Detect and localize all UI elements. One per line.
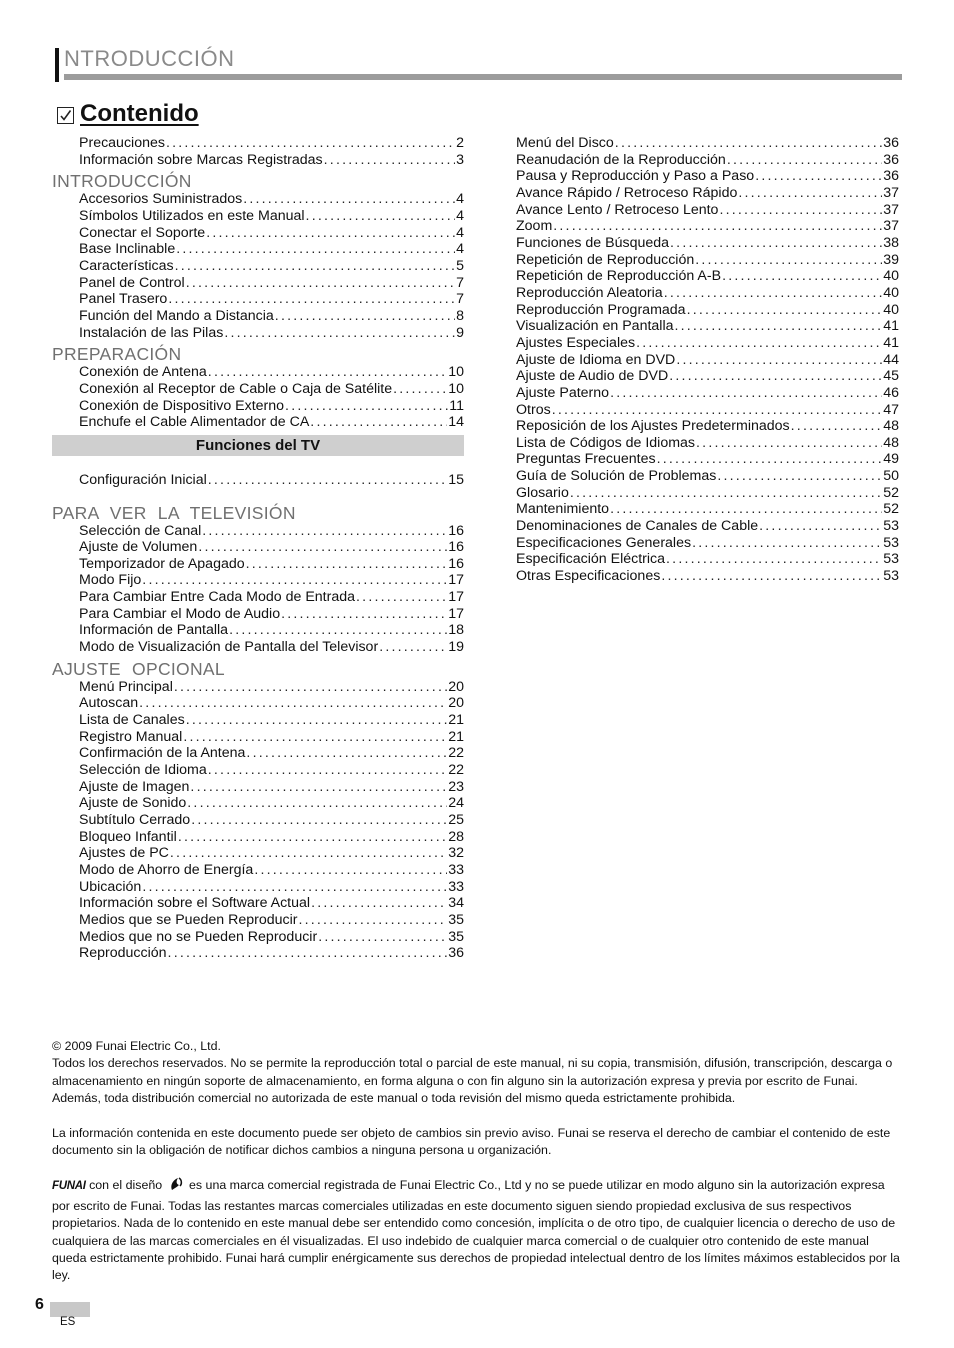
toc-entry-label: Ajustes de PC [79,845,169,862]
dot-leader [755,168,882,185]
trademark-text: FUNAI con el diseño es una marca comercial registrada de Funai Electric Co., Ltd y no se puede utilizar en modo alguno sin la autorización expresa por escrito de Funai. Todas las restantes marcas comerciales utilizadas en este documento siguen siendo propiedad exclusiva de sus respectivos propietarios. Nada de lo contenido en este manual debe ser entendido como concesión, implícita o de otro tipo, de cualquier licencia o derecho de uso de cualquiera de las marcas comerciales en él visualizadas. El uso indebido de cualquier marca comercial o de cualquier otro contenido de este manual queda estrictamente prohibido. Funai hará cumplir enérgicamente sus derechos de propiedad intelectual dentro de los límites máximos establecidos por la ley. [52,1178,900,1283]
toc-entry-label: Glosario [516,484,569,501]
toc-entry [516,468,899,485]
toc-entry-page: 36 [883,168,899,185]
toc-entry [516,485,899,502]
toc-entry-label: Lista de Canales [79,712,185,729]
toc-entry-label: Especificación Eléctrica [516,551,666,568]
section-header-title: NTRODUCCIÓN [64,46,235,71]
dot-leader [661,568,882,585]
toc-entry-label: Reproducción Programada [516,301,686,318]
section-heading: PARA VER LA TELEVISIÓN [52,502,296,523]
toc-entry [52,381,464,398]
dot-leader [285,398,448,415]
toc-entry-label: Accesorios Suministrados [79,191,243,208]
header-rule [64,74,902,80]
toc-entry-page: 16 [448,555,464,572]
dot-leader [356,589,447,606]
toc-entry [52,225,464,242]
toc-entry [516,202,899,219]
toc-entry-page: 5 [456,257,464,274]
toc-entry-page: 4 [456,224,464,241]
toc-entry-page: 47 [883,401,899,418]
dot-leader [759,518,882,535]
toc-entry-label: Denominaciones de Canales de Cable [516,518,759,535]
toc-entry-page: 49 [883,451,899,468]
toc-entry-label: Medios que se Pueden Reproducir [79,911,298,928]
dot-leader [570,485,882,502]
toc-entry-label: Panel Trasero [79,291,168,308]
toc-entry [516,235,899,252]
toc-entry [516,435,899,452]
legal-notice [52,1038,902,1285]
toc-entry-page: 15 [448,471,464,488]
dot-leader [142,879,447,896]
toc-entry-page: 52 [883,501,899,518]
dot-leader [738,185,882,202]
page-number: 6 [35,1296,44,1313]
toc-entry [516,152,899,169]
dot-leader [610,501,882,518]
dot-leader [719,202,882,219]
dot-leader [636,335,882,352]
toc-entry-page: 40 [883,284,899,301]
toc-entry-page: 38 [883,234,899,251]
toc-entry [52,572,464,589]
dot-leader [324,152,455,169]
toc-entry [516,318,899,335]
toc-entry-label: Reproducción Aleatoria [516,284,663,301]
dot-leader [791,418,883,435]
toc-entry-label: Precauciones [79,135,165,151]
toc-entry-label: Modo de Ahorro de Energía [79,861,254,878]
toc-entry [52,523,464,540]
dot-leader [190,779,447,796]
toc-entry-label: Ajuste Paterno [516,384,610,401]
toc-entry-page: 19 [448,639,464,656]
dot-leader [311,895,447,912]
dot-leader [246,556,448,573]
changes-text: La información contenida en este documento puede ser objeto de cambios sin previo aviso. Funai se reserva el derecho de cambiar el contenido de este documento sin la obligación de notificar dichos cambios a ninguna persona u organización. [52,1125,891,1158]
toc-entry-page: 36 [883,135,899,151]
dot-leader [191,812,447,829]
toc-entry-page: 14 [448,414,464,431]
funai-logo: FUNAI [52,1180,86,1193]
dot-leader [208,472,447,489]
toc-entry-page: 17 [448,589,464,606]
toc-entry-page: 45 [883,368,899,385]
toc-entry-page: 2 [456,135,464,151]
toc-entry-page: 39 [883,251,899,268]
toc-entry-page: 24 [448,795,464,812]
toc-entry-page: 10 [448,364,464,381]
toc-entry-label: Conexión al Receptor de Cable o Caja de Satélite [79,380,393,397]
toc-entry [52,845,464,862]
toc-entry [516,402,899,419]
toc-entry [516,302,899,319]
toc-entry-label: Para Cambiar Entre Cada Modo de Entrada [79,589,356,606]
toc-entry [52,325,464,342]
toc-entry-label: Selección de Canal [79,522,202,539]
dot-leader [298,912,447,929]
toc-entry-page: 52 [883,484,899,501]
toc-entry [516,501,899,518]
toc-entry [52,135,464,152]
toc-entry-page: 11 [449,397,464,414]
toc-entry-page: 46 [883,384,899,401]
toc-entry-label: Pausa y Reproducción y Paso a Paso [516,168,755,185]
toc-entry-page: 34 [448,895,464,912]
dot-leader [254,862,447,879]
toc-entry [52,779,464,796]
toc-entry-label: Repetición de Reproducción [516,251,695,268]
toc-entry-page: 21 [448,712,464,729]
toc-entry-label: Otras Especificaciones [516,568,661,585]
dot-leader [198,539,447,556]
dot-leader [692,535,882,552]
dot-leader [229,622,447,639]
dot-leader [281,606,447,623]
header-bar [55,48,59,82]
toc-entry-page: 21 [448,728,464,745]
dot-leader [696,435,882,452]
toc-entry [52,879,464,896]
toc-entry [516,385,899,402]
toc-entry [516,335,899,352]
toc-entry-label: Función del Mando a Distancia [79,307,274,324]
dot-leader [615,135,882,152]
toc-entry-label: Modo de Visualización de Pantalla del Televisor [79,639,379,656]
toc-entry-label: Panel de Control [79,274,185,291]
toc-entry-label: Ajuste de Volumen [79,539,198,556]
toc-entry [52,606,464,623]
toc-entry-page: 22 [448,745,464,762]
toc-entry [52,945,464,962]
section-heading: INTRODUCCIÓN [52,171,192,192]
toc-entry-page: 48 [883,434,899,451]
toc-entry [52,291,464,308]
dot-leader [174,679,447,696]
toc-entry-label: Registro Manual [79,728,183,745]
dot-leader [727,152,882,169]
toc-entry [516,535,899,552]
toc-entry-label: Especificaciones Generales [516,534,692,551]
toc-entry-page: 53 [883,534,899,551]
dot-leader [657,451,883,468]
toc-entry-page: 22 [448,762,464,779]
toc-entry [52,912,464,929]
toc-entry [516,418,899,435]
toc-entry-page: 40 [883,301,899,318]
toc-entry [52,695,464,712]
toc-entry-label: Ajuste de Audio de DVD [516,368,669,385]
toc-entry-page: 20 [448,695,464,712]
section-heading: AJUSTE OPCIONAL [52,658,225,679]
toc-entry-page: 17 [448,572,464,589]
toc-entry [52,729,464,746]
toc-entry [52,258,464,275]
dot-leader [666,551,882,568]
dot-leader [318,929,447,946]
toc-entry-page: 3 [456,151,464,168]
toc-entry-label: Símbolos Utilizados en este Manual [79,207,305,224]
dot-leader [170,845,447,862]
toc-entry-label: Mantenimiento [516,501,610,518]
toc-heading [57,100,199,128]
toc-entry-label: Otros [516,401,551,418]
toc-entry-page: 53 [883,518,899,535]
toc-entry-page: 8 [456,307,464,324]
toc-entry-page: 7 [456,274,464,291]
toc-entry-page: 35 [448,911,464,928]
toc-entry [52,795,464,812]
toc-entry-page: 44 [883,351,899,368]
dot-leader [186,275,455,292]
toc-entry [52,762,464,779]
toc-entry [516,268,899,285]
toc-entry-label: Características [79,257,174,274]
dot-leader [310,414,447,431]
toc-entry [516,185,899,202]
toc-entry-label: Menú Principal [79,678,173,695]
toc-entry [516,135,899,152]
toc-entry-page: 10 [448,380,464,397]
toc-entry-label: Confirmación de la Antena [79,745,246,762]
toc-entry [52,191,464,208]
toc-entry [516,285,899,302]
toc-entry-label: Lista de Códigos de Idiomas [516,434,696,451]
toc-entry [52,152,464,169]
toc-entry-page: 41 [883,334,899,351]
funai-swirl-logo-icon [168,1176,184,1197]
toc-entry-label: Funciones de Búsqueda [516,234,670,251]
toc-entry [516,352,899,369]
toc-title: Contenido [80,100,199,127]
page-number-bar [50,1302,90,1317]
toc-entry [52,472,464,489]
toc-entry-page: 28 [448,828,464,845]
distribution-text: Además, toda distribución comercial no autorizada de este manual o toda revisión del mismo queda estrictamente prohibida. [52,1091,736,1106]
toc-entry-page: 37 [883,184,899,201]
dot-leader [674,318,882,335]
toc-entry [52,929,464,946]
dot-leader [168,945,448,962]
toc-entry [516,451,899,468]
toc-entry-page: 9 [456,324,464,341]
toc-entry [52,712,464,729]
toc-entry-label: Guía de Solución de Problemas [516,468,717,485]
toc-entry [52,622,464,639]
toc-entry-page: 37 [883,201,899,218]
toc-right-column [516,135,899,585]
dot-leader [186,712,448,729]
dot-leader [243,191,455,208]
toc-entry-label: Ubicación [79,878,142,895]
toc-entry-page: 4 [456,207,464,224]
dot-leader [379,639,447,656]
toc-entry-page: 4 [456,241,464,258]
toc-entry [516,518,899,535]
toc-entry [52,208,464,225]
toc-entry [516,218,899,235]
toc-entry-label: Avance Lento / Retroceso Lento [516,201,719,218]
toc-entry-page: 36 [883,151,899,168]
toc-entry [516,168,899,185]
dot-leader [676,352,882,369]
toc-entry [52,364,464,381]
dot-leader [178,829,447,846]
dot-leader [142,572,447,589]
toc-entry-label: Reposición de los Ajustes Predeterminados [516,418,790,435]
toc-entry-page: 18 [448,622,464,639]
toc-entry [52,639,464,656]
toc-entry-label: Preguntas Frecuentes [516,451,656,468]
dot-leader [208,364,447,381]
toc-entry-label: Avance Rápido / Retroceso Rápido [516,184,738,201]
toc-entry-page: 16 [448,522,464,539]
toc-entry-label: Instalación de las Pilas [79,324,224,341]
toc-entry-label: Reproducción [79,945,167,962]
section-heading: PREPARACIÓN [52,344,182,365]
toc-entry [516,551,899,568]
toc-entry-page: 4 [456,191,464,208]
dot-leader [610,385,882,402]
rights-text: Todos los derechos reservados. No se permite la reproducción total o parcial de este manual, ni su copia, transmisión, difusión, transcripción, descarga o almacenamiento en ningún soporte de almacenamiento, en forma alguna o con fin alguno sin la autorización expresa y previa por escrito de Funai. [52,1056,893,1088]
dot-leader [183,729,447,746]
dot-leader [687,302,883,319]
toc-entry-label: Subtítulo Cerrado [79,812,191,828]
toc-entry-label: Zoom [516,218,553,235]
toc-entry-label: Conexión de Dispositivo Externo [79,397,285,414]
toc-entry [52,745,464,762]
dot-leader [168,291,455,308]
dot-leader [664,285,883,302]
toc-entry-label: Medios que no se Pueden Reproducir [79,928,318,945]
toc-entry-label: Conectar el Soporte [79,224,206,241]
toc-entry-label: Ajustes Especiales [516,334,636,351]
copyright-text: © 2009 Funai Electric Co., Ltd. [52,1039,221,1053]
toc-entry [52,812,464,829]
toc-entry [52,275,464,292]
toc-entry-label: Conexión de Antena [79,364,207,381]
toc-entry-label: Autoscan [79,695,139,712]
dot-leader [552,402,883,419]
section-band-tv-functions: Funciones del TV [52,435,464,456]
toc-entry-label: Información sobre el Software Actual [79,895,311,912]
toc-entry-label: Visualización en Pantalla [516,318,674,335]
dot-leader [246,745,447,762]
toc-entry-page: 53 [883,568,899,585]
toc-entry-label: Temporizador de Apagado [79,555,245,572]
toc-entry-page: 36 [448,945,464,962]
toc-entry [52,679,464,696]
toc-entry [52,241,464,258]
toc-entry-label: Menú del Disco [516,135,614,151]
toc-entry-label: Ajuste de Idioma en DVD [516,351,676,368]
toc-entry-page: 25 [448,812,464,828]
toc-entry-label: Información de Pantalla [79,622,229,639]
dot-leader [187,795,447,812]
toc-entry-label: Ajuste de Imagen [79,778,190,795]
dot-leader [275,308,455,325]
toc-entry-page: 40 [883,268,899,285]
toc-entry-label: Enchufe el Cable Alimentador de CA [79,414,310,431]
toc-entry-label: Base Inclinable [79,241,176,258]
dot-leader [695,252,882,269]
toc-entry [52,308,464,325]
toc-entry-label: Selección de Idioma [79,762,207,779]
toc-entry-label: Reanudación de la Reproducción [516,151,726,168]
dot-leader [553,218,882,235]
dot-leader [175,258,456,275]
toc-entry [52,589,464,606]
toc-entry-page: 33 [448,878,464,895]
toc-entry-page: 17 [448,605,464,622]
toc-entry-page: 50 [883,468,899,485]
toc-entry-page: 41 [883,318,899,335]
toc-entry-label: Repetición de Reproducción A-B [516,268,722,285]
toc-entry-label: Ajuste de Sonido [79,795,187,812]
dot-leader [393,381,447,398]
toc-entry [52,556,464,573]
toc-entry-page: 33 [448,861,464,878]
toc-entry [52,895,464,912]
dot-leader [670,235,882,252]
toc-entry-label: Modo Fijo [79,572,142,589]
toc-entry [516,568,899,585]
dot-leader [224,325,455,342]
toc-left-column [52,135,464,962]
toc-entry [516,252,899,269]
toc-entry [52,398,464,415]
toc-entry-page: 23 [448,778,464,795]
dot-leader [717,468,882,485]
dot-leader [208,762,447,779]
toc-entry-page: 7 [456,291,464,308]
toc-entry-label: Información sobre Marcas Registradas [79,151,323,168]
toc-entry-label: Bloqueo Infantil [79,828,177,845]
toc-entry-page: 48 [883,418,899,435]
dot-leader [202,523,447,540]
toc-entry-page: 32 [448,845,464,862]
checkbox-icon [57,107,74,124]
toc-entry [516,368,899,385]
dot-leader [176,241,455,258]
toc-entry [52,829,464,846]
toc-entry-page: 20 [448,678,464,695]
toc-entry-page: 37 [883,218,899,235]
dot-leader [669,368,882,385]
toc-entry [52,862,464,879]
toc-entry-label: Configuración Inicial [79,471,207,488]
toc-entry-page: 16 [448,539,464,556]
dot-leader [722,268,882,285]
toc-entry-page: 35 [448,928,464,945]
dot-leader [206,225,455,242]
dot-leader [306,208,456,225]
toc-entry [52,414,464,431]
dot-leader [139,695,447,712]
language-code: ES [60,1316,76,1328]
dot-leader [166,135,455,152]
toc-entry-page: 53 [883,551,899,568]
toc-entry-label: Para Cambiar el Modo de Audio [79,605,281,622]
toc-entry [52,539,464,556]
